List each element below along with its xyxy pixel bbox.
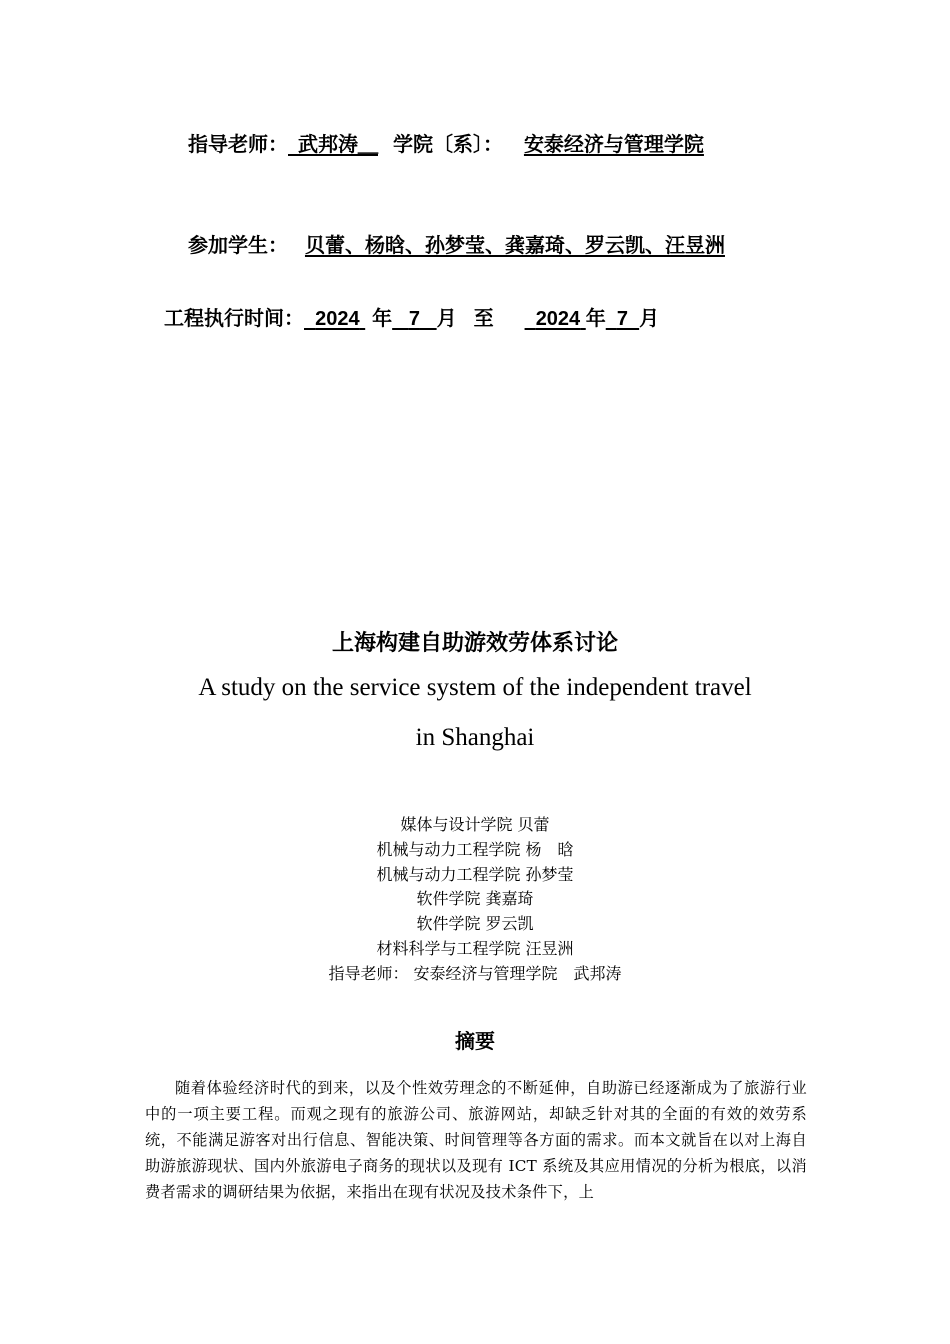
end-month: 7 xyxy=(616,308,628,330)
college-label: 学院〔系〕： xyxy=(392,132,503,156)
students-names: 贝蕾、杨晗、孙梦莹、龚嘉琦、罗云凯、汪昱洲 xyxy=(304,233,725,257)
period-row xyxy=(164,302,659,331)
abstract-body: 随着体验经济时代的到来，以及个性效劳理念的不断延伸，自助游已经逐渐成为了旅游行业中的一项主要工程。而观之现有的旅游公司、旅游网站，却缺乏针对其的全面的有效的效劳系统，不能满足游客对出行信息、智能决策、时间管理等各方面的需求。而本文就旨在以对上海自助游旅游现状、国内外旅游电子商务的现状以及现有 ICT 系统及其应用情况的分析为根底，以消费者需求的调研结果为依据，来指出在现有状况及技术条件下，上 xyxy=(145,1079,807,1201)
paper-title-en-line1: A study on the service system of the independent travel xyxy=(198,674,752,701)
abstract-heading: 摘要 xyxy=(455,1029,495,1053)
advisor-row xyxy=(188,128,704,157)
author-list xyxy=(0,813,950,987)
author-line: 软件学院 罗云凯 xyxy=(416,914,534,934)
paper-title-cn: 上海构建自助游效劳体系讨论 xyxy=(331,631,618,656)
advisor-label: 指导老师： xyxy=(188,132,288,156)
period-label: 工程执行时间： xyxy=(164,306,304,330)
end-year: 2024 xyxy=(535,308,581,330)
to-char: 至 xyxy=(473,306,494,330)
students-label: 参加学生： xyxy=(188,233,288,257)
end-month-char: 月 xyxy=(639,306,660,330)
paper-title-en-line2: in Shanghai xyxy=(415,724,535,751)
start-year-char: 年 xyxy=(372,306,393,330)
author-line: 软件学院 龚嘉琦 xyxy=(416,889,534,909)
advisor-line: 指导老师： 安泰经济与管理学院 武邦涛 xyxy=(328,963,622,983)
author-line: 机械与动力工程学院 孙梦莹 xyxy=(376,864,574,884)
start-month: 7 xyxy=(408,308,420,330)
start-year: 2024 xyxy=(315,308,360,330)
author-line: 机械与动力工程学院 杨 晗 xyxy=(376,839,574,859)
end-year-char: 年 xyxy=(585,306,606,330)
author-line: 媒体与设计学院 贝蕾 xyxy=(400,815,550,834)
advisor-name: _武邦涛＿ xyxy=(288,132,378,156)
college-name: 安泰经济与管理学院 xyxy=(523,132,704,156)
students-row xyxy=(188,229,725,258)
author-line: 材料科学与工程学院 汪昱洲 xyxy=(376,938,574,958)
start-month-char: 月 xyxy=(436,306,457,330)
